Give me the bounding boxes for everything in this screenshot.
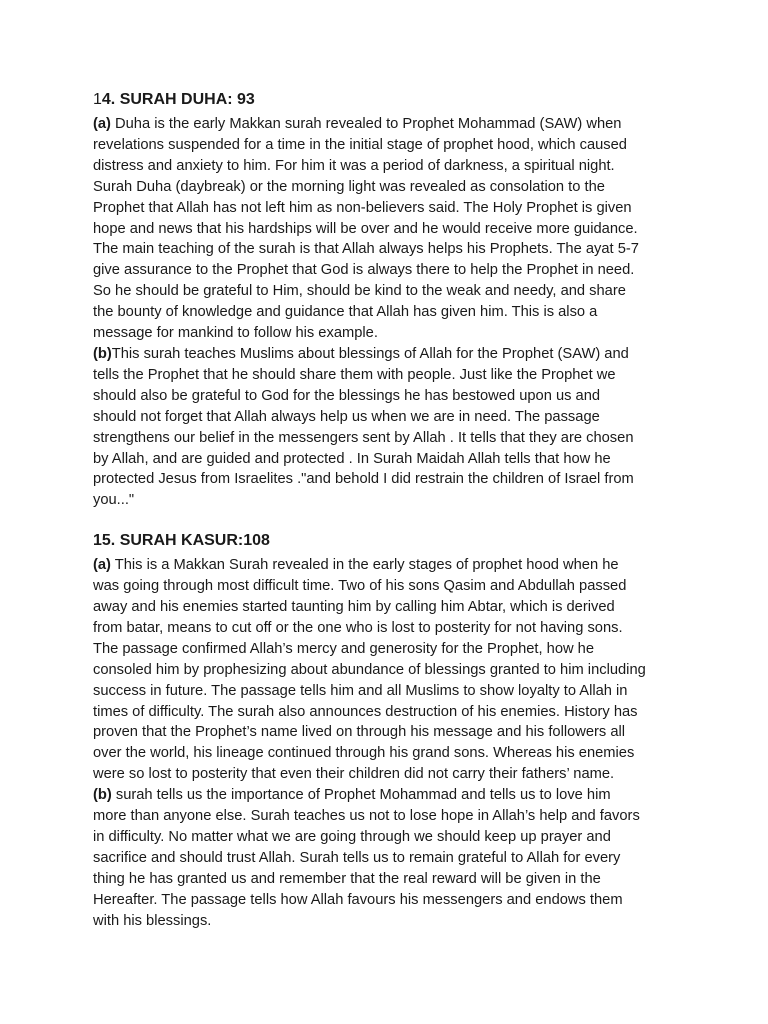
- part-label: (b): [93, 787, 112, 804]
- text-line: were so lost to posterity that even their children did not carry their fathers’ name.: [93, 766, 615, 783]
- section-surah-duha: [93, 90, 683, 511]
- text-line: revelations suspended for a time in the initial stage of prophet hood, which caused: [93, 136, 627, 153]
- text-line: (a) Duha is the early Makkan surah revealed to Prophet Mohammad (SAW) when: [93, 116, 622, 132]
- section-heading: [93, 90, 683, 110]
- part-label: (a): [93, 116, 111, 132]
- paragraph-part-a: [93, 555, 683, 785]
- text-line: protected Jesus from Israelites ."and behold I did restrain the children of Israel from: [93, 471, 634, 488]
- text-line: was going through most difficult time. Two of his sons Qasim and Abdullah passed: [93, 578, 627, 595]
- text-line: distress and anxiety to him. For him it was a period of darkness, a spiritual night.: [93, 157, 615, 174]
- text-line: you...": [93, 492, 135, 509]
- text-line: So he should be grateful to Him, should be kind to the weak and needy, and share: [93, 283, 626, 300]
- text-line: should not forget that Allah always help us when we are in need. The passage: [93, 408, 600, 425]
- text-line: Surah Duha (daybreak) or the morning light was revealed as consolation to the: [93, 178, 605, 195]
- text-line: message for mankind to follow his example.: [93, 325, 378, 342]
- text-line: times of difficulty. The surah also announces destruction of his enemies. History has: [93, 703, 638, 720]
- text-line: consoled him by prophesizing about abundance of blessings granted to him including: [93, 661, 646, 678]
- text-line: over the world, his lineage continued through his grand sons. Whereas his enemies: [93, 745, 635, 762]
- section-surah-kausar: [93, 531, 683, 931]
- text-line: away and his enemies started taunting him by calling him Abtar, which is derived: [93, 599, 615, 616]
- text-line: by Allah, and are guided and protected . In Surah Maidah Allah tells that how he: [93, 450, 611, 467]
- text-line: success in future. The passage tells him and all Muslims to show loyalty to Allah in: [93, 682, 628, 699]
- text-line: tells the Prophet that he should share them with people. Just like the Prophet we: [93, 366, 616, 383]
- text-line: (b)This surah teaches Muslims about blessings of Allah for the Prophet (SAW) and: [93, 345, 629, 362]
- text-line: The main teaching of the surah is that Allah always helps his Prophets. The ayat 5-7: [93, 241, 639, 258]
- text-line: Prophet that Allah has not left him as non-believers said. The Holy Prophet is given: [93, 199, 632, 216]
- text-line: should also be grateful to God for the blessings he has bestowed upon us and: [93, 387, 601, 404]
- heading-lead-digit: 1: [93, 91, 102, 108]
- text-line: from batar, means to cut off or the one who is lost to posterity for not having sons.: [93, 619, 623, 636]
- text-line: the bounty of knowledge and guidance that Allah has given him. This is also a: [93, 304, 598, 321]
- paragraph-part-b: [93, 785, 683, 931]
- text-line: in difficulty. No matter what we are going through we should keep up prayer and: [93, 829, 611, 845]
- text-line: with his blessings.: [93, 912, 212, 929]
- paragraph-part-a: [93, 114, 683, 344]
- text-line: (a) This is a Makkan Surah revealed in the early stages of prophet hood when he: [93, 557, 619, 574]
- text-line: give assurance to the Prophet that God is always there to help the Prophet in need.: [93, 262, 635, 279]
- text-line: (b) surah tells us the importance of Prophet Mohammad and tells us to love him: [93, 787, 611, 804]
- part-label: (b): [93, 345, 112, 362]
- text-line: proven that the Prophet’s name lived on through his message and his followers all: [93, 724, 626, 741]
- document-page: [93, 90, 683, 932]
- section-heading: [93, 531, 683, 551]
- text-line: hope and news that his hardships will be over and he would receive more guidance.: [93, 220, 638, 237]
- heading-text: 15. SURAH KASUR:108: [93, 532, 270, 550]
- text-line: sacrifice and should trust Allah. Surah tells us to remain grateful to Allah for every: [93, 849, 621, 866]
- paragraph-part-b: [93, 344, 683, 511]
- text-line: strengthens our belief in the messengers sent by Allah . It tells that they are chosen: [93, 429, 634, 446]
- text-line: more than anyone else. Surah teaches us not to lose hope in Allah’s help and favors: [93, 808, 640, 825]
- part-label: (a): [93, 557, 111, 574]
- text-line: The passage confirmed Allah’s mercy and generosity for the Prophet, how he: [93, 640, 595, 657]
- text-line: thing he has granted us and remember that the real reward will be given in the: [93, 870, 601, 887]
- heading-text: 4. SURAH DUHA: 93: [101, 91, 255, 108]
- text-line: Hereafter. The passage tells how Allah favours his messengers and endows them: [93, 891, 623, 908]
